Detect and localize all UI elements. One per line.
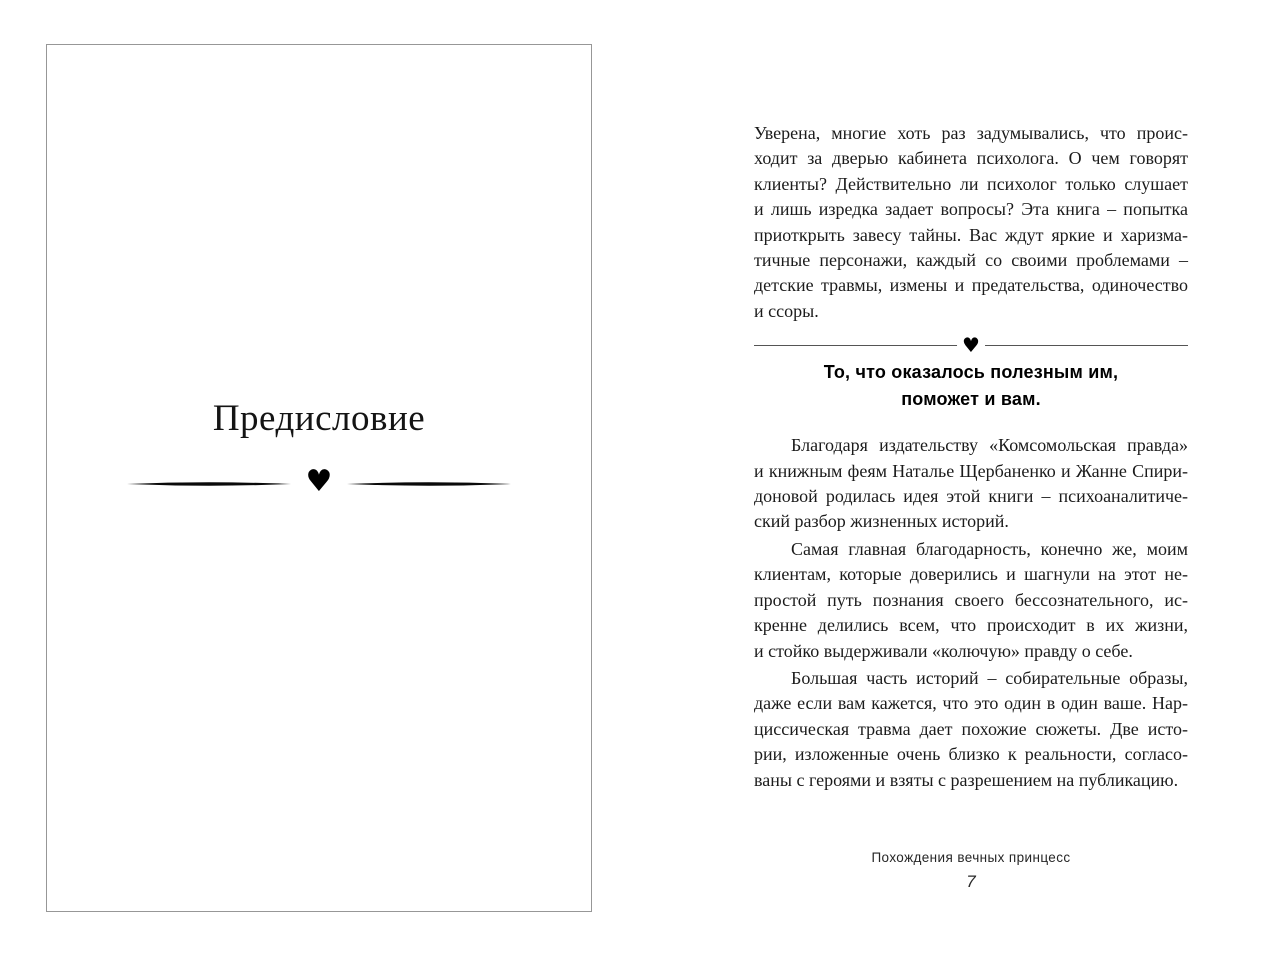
heart-icon: ♥ bbox=[305, 464, 333, 499]
body-line: клиентам, которые доверились и шагнули на этот не- bbox=[754, 564, 1188, 585]
body-paragraph bbox=[754, 537, 1188, 664]
divider-line-right bbox=[347, 479, 511, 489]
body-line: Уверена, многие хоть раз задумывались, что проис- bbox=[754, 123, 1188, 143]
body-line: и книжным феям Наталье Щербаненко и Жанне Спири- bbox=[754, 460, 1188, 481]
heart-icon: ♥ bbox=[957, 334, 985, 356]
section-divider bbox=[754, 333, 1188, 358]
body-line: Благодаря издательству «Комсомольская правда» bbox=[791, 435, 1188, 456]
body-line: даже если вам кажется, что это один в один ваше. Нар- bbox=[754, 693, 1188, 714]
body-line: простой путь познания своего бессознательного, ис- bbox=[754, 589, 1188, 610]
body-line: циссическая травма дает похожие сюжеты. Две исто- bbox=[754, 718, 1188, 739]
body-line: детские травмы, измены и предательства, одиночество bbox=[754, 275, 1188, 296]
divider-line-left bbox=[127, 479, 291, 489]
body-line: ходит за дверью кабинета психолога. О чем говорят bbox=[754, 148, 1188, 169]
body-line: клиенты? Действительно ли психолог только слушает bbox=[754, 173, 1188, 194]
body-line: кренне делились всем, что происходит в их жизни, bbox=[754, 615, 1188, 636]
body-paragraph bbox=[754, 666, 1188, 793]
body-line: ваны с героями и взяты с разрешением на публикацию. bbox=[754, 769, 1179, 790]
body-line: тичные персонажи, каждый со своими проблемами – bbox=[754, 250, 1188, 271]
body-paragraph bbox=[754, 121, 1188, 324]
body-line: и ссоры. bbox=[754, 300, 819, 321]
heading-line: То, что оказалось полезным им, bbox=[823, 362, 1119, 383]
chapter-title: Предисловие bbox=[212, 398, 426, 439]
body-line: и лишь изредка задает вопросы? Эта книга – попытка bbox=[754, 199, 1188, 220]
body-line: ский разбор жизненных историй. bbox=[754, 511, 1009, 532]
body-line: рии, изложенные очень близко к реальности, согласо- bbox=[754, 744, 1188, 765]
heading-line: поможет и вам. bbox=[901, 389, 1041, 410]
chapter-divider bbox=[47, 464, 591, 499]
body-column bbox=[754, 121, 1188, 795]
body-line: доновой родилась идея этой книги – психоаналитиче- bbox=[754, 486, 1188, 507]
left-page bbox=[46, 44, 592, 912]
body-line: и стойко выдерживали «колючую» правду о себе. bbox=[754, 640, 1133, 661]
body-line: Самая главная благодарность, конечно же, моим bbox=[791, 538, 1188, 559]
body-line: приоткрыть завесу тайны. Вас ждут яркие и харизма- bbox=[754, 224, 1188, 245]
running-title: Похождения вечных принцесс bbox=[871, 850, 1071, 865]
section-heading bbox=[754, 359, 1188, 413]
body-paragraph bbox=[754, 433, 1188, 535]
body-line: Большая часть историй – собирательные образы, bbox=[791, 667, 1188, 688]
page-number: 7 bbox=[966, 872, 976, 891]
